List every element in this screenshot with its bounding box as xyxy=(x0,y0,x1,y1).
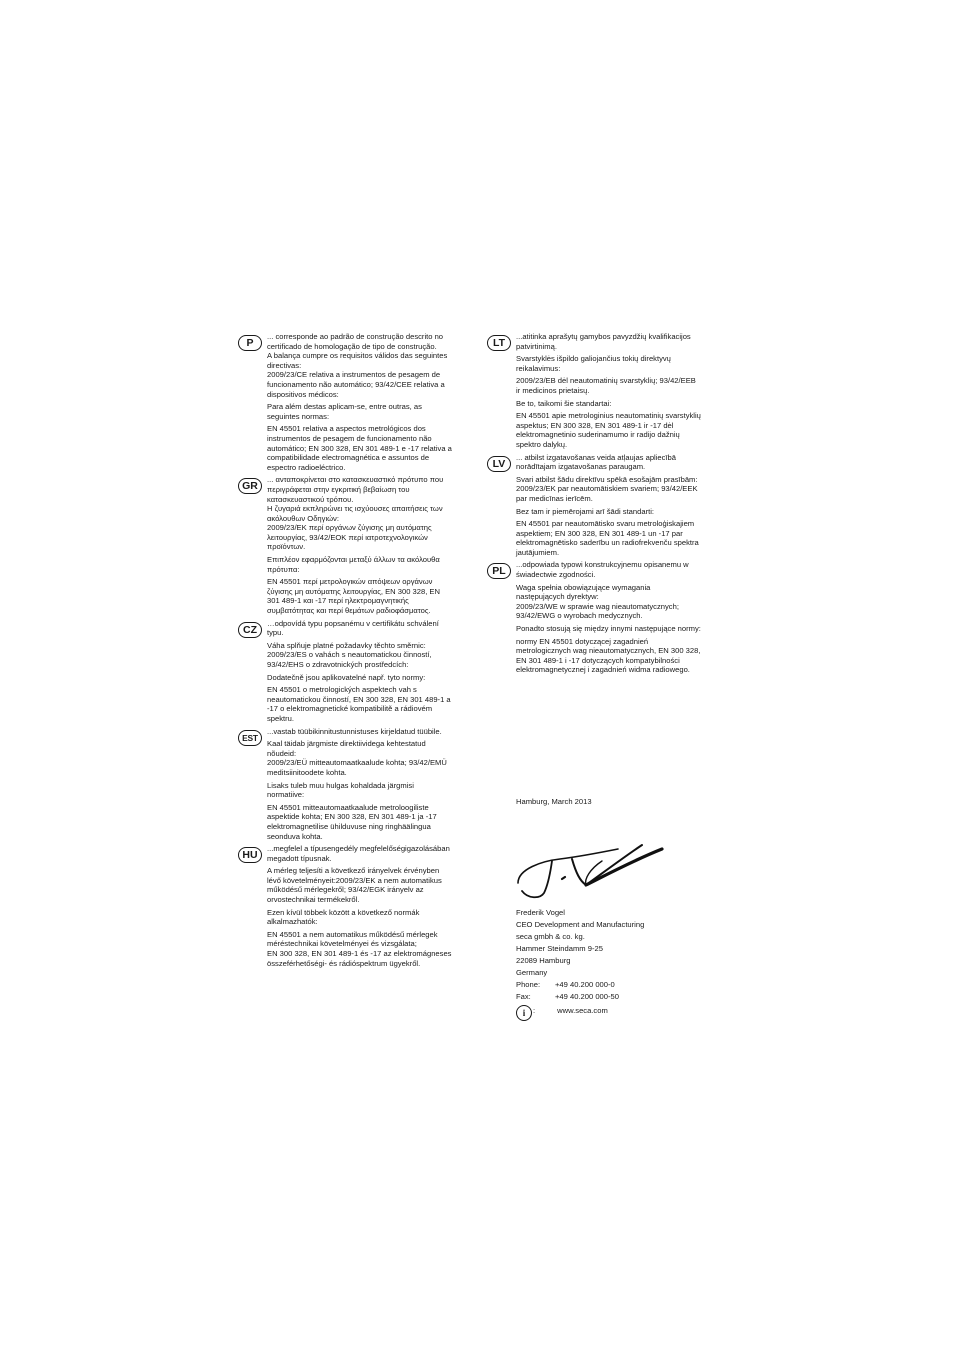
phone-number: +49 40.200 000-0 xyxy=(555,979,615,989)
section-text: 2009/23/EB dėl neautomatinių svarstyklių; 93/42/EEB ir medicinos prietaisų. xyxy=(516,376,696,395)
section-text: EN 45501 apie metrologinius neautomatinių svarstyklių aspektus; EN 300 328, EN 301 489-1 ir -17 dėl elektromagnetinio suderinamumo ir radijo dažnių spektro dalykų. xyxy=(516,411,701,449)
language-badge-pl: PL xyxy=(487,563,511,579)
language-badge-lv: LV xyxy=(487,456,511,472)
signature-block xyxy=(516,797,736,1021)
section-text: Ponadto stosują się między innymi następujące normy: xyxy=(516,624,701,634)
signatory-name: Frederik Vogel xyxy=(516,907,565,917)
website-link[interactable]: www.seca.com xyxy=(557,1005,608,1015)
fax-number: +49 40.200 000-50 xyxy=(555,991,619,1001)
section-p xyxy=(238,332,452,472)
section-text: EN 45501 a nem automatikus működésű mérlegek méréstechnikai követelményei és vizsgálata; EN 300 328, EN 301 489-1 és -17 az elektromágneses összeférhetőségi- és rádióspektrum ügyekről. xyxy=(267,929,452,968)
section-text: EN 45501 relativa a aspectos metrológicos dos instrumentos de pesagem de funcionamento não automático; EN 300 328, EN 301 489-1 e -17 relativa a compatibilidade electromagnética e assuntos de espectro radioeléctrico. xyxy=(267,424,452,472)
info-colon: : xyxy=(533,1005,536,1015)
section-text: Lisaks tuleb muu hulgas kohaldada järgmisi normatiive: xyxy=(267,780,414,800)
city: 22089 Hamburg xyxy=(516,955,571,965)
section-hu xyxy=(238,844,452,968)
section-text: Svarstyklės išpildo galiojančius tokių direktyvų reikalavimus: xyxy=(516,354,671,373)
contact-info xyxy=(516,907,736,1021)
section-text: EN 45501 o metrologických aspektech vah s neautomatickou činností, EN 300 328, EN 301 489-1 a -17 o elektromagnetické kompatibilitě a rádiovém spektru. xyxy=(267,685,451,723)
section-text: ...vastab tüübikinnitustunnistuses kirjeldatud tüübile. xyxy=(267,726,442,736)
language-badge-gr: GR xyxy=(238,478,262,494)
signatory-title: CEO Development and Manufacturing xyxy=(516,919,645,929)
section-text: normy EN 45501 dotyczącej zagadnień metrologicznych wag nieautomatycznych, EN 300 328, EN 301 489-1 i -17 dotyczących kompatybilności elektromagnetycznej i zagadnień widma radiowego. xyxy=(516,636,701,675)
left-column xyxy=(238,332,452,971)
section-text: Váha splňuje platné požadavky těchto směrnic: 2009/23/ES o vahách s neautomatickou činností, 93/42/EHS o zdravotnických prostředcích: xyxy=(267,640,432,669)
section-lv xyxy=(487,453,701,558)
section-pl xyxy=(487,560,701,675)
section-text: EN 45501 mitteautomaatkaalude metroloogiliste aspektide kohta; EN 300 328, EN 301 489-1 ja -17 elektromagnetilise ühilduvuse ning ringhäälingua seonduva kohta. xyxy=(267,802,437,841)
section-text: Be to, taikomi šie standartai: xyxy=(516,398,612,408)
section-text: ...atitinka aprašytų gamybos pavyzdžių kvalifikacijos patvirtinimą. xyxy=(516,332,691,351)
section-text: Kaal täidab järgmiste direktiividega kehtestatud nõudeid: 2009/23/EÜ mitteautomaatkaalude kohta; 93/42/EMÜ meditsiinitoodete kohta. xyxy=(267,739,447,777)
section-text: Dodatečně jsou aplikovatelné např. tyto normy: xyxy=(267,672,426,682)
section-text: …odpovídá typu popsanému v certifikátu schválení typu. xyxy=(267,618,439,638)
language-badge-hu: HU xyxy=(238,847,262,863)
right-column xyxy=(487,332,701,678)
section-text: Ezen kívül többek között a következő normák alkalmazhatók: xyxy=(267,907,420,927)
website-row xyxy=(516,1003,736,1021)
fax-label: Fax: xyxy=(516,991,531,1001)
section-text: EN 45501 περί μετρολογικών απόψεων οργάνων ζύγισης μη αυτόματης λειτουργίας, EN 300 328, EN 301 489-1 και -17 περί ηλεκτρομαγνητικής συμβατότητας και περί θεμάτων ραδιοφάσματος. xyxy=(267,577,440,616)
date-place: Hamburg, March 2013 xyxy=(516,797,592,806)
language-badge-p: P xyxy=(238,335,262,351)
section-est xyxy=(238,727,452,842)
section-text: ... atbilst izgatavošanas veida atļaujas apliecībā norādītajam izgatavošanas paraugam. xyxy=(516,452,676,472)
section-text: ...megfelel a típusengedély megfelelőségigazolásában megadott típusnak. xyxy=(267,844,450,863)
section-text: Svari atbilst šādu direktīvu spēkā esošajām prasībām: 2009/23/EK par neautomātiskiem svariem; 93/42/EEK par medicīnas ierīcēm. xyxy=(516,474,698,503)
section-text: EN 45501 par neautomātisko svaru metroloģiskajiem aspektiem; EN 300 328, EN 301 489-1 un -17 par elektromagnētisko saderību un radiofrekvenču spektra jautājumiem. xyxy=(516,519,699,557)
section-text: Para além destas aplicam-se, entre outras, as seguintes normas: xyxy=(267,402,422,421)
info-icon: i xyxy=(516,1005,532,1021)
language-badge-cz: CZ xyxy=(238,622,262,638)
section-gr xyxy=(238,475,452,615)
section-lt xyxy=(487,332,701,450)
phone-label: Phone: xyxy=(516,979,541,989)
signature-image xyxy=(514,839,674,903)
section-text: A mérleg teljesíti a következő irányelvek érvényben lévő követelményeit:2009/23/EK a nem automatikus működésű mérlegekről; 93/42/EGK irányelv az orvostechnikai termékekről. xyxy=(267,866,442,905)
section-text: ... corresponde ao padrão de construção descrito no certificado de homologação de tipo de construção. A balança cumpre os requisitos válidos das seguintes directivas: 2009/23/CE relativa a instrumentos de pesagem de funcionamento não automático; 93/42/CEE relativa a dispositivos médicos: xyxy=(267,332,448,399)
language-badge-est: EST xyxy=(238,730,262,746)
section-text: ...odpowiada typowi konstrukcyjnemu opisanemu w świadectwie zgodności. xyxy=(516,560,689,580)
company-name: seca gmbh & co. kg. xyxy=(516,931,585,941)
section-text: ... ανταποκρίνεται στο κατασκευαστικό πρότυπο που περιγράφεται στην εγκριτική βεβαίωση του κατασκευαστικού τρόπου. Η ζυγαριά εκπληρώνει τις ισχύουσες απαιτήσεις των ακόλουθων Οδηγιών: 2009/23/ΕΚ περί οργάνων ζύγισης μη αυτόματης λειτουργίας, 93/42/ΕΟΚ περί ιατροτεχνολογικών προϊόντων. xyxy=(267,475,444,552)
country: Germany xyxy=(516,967,548,977)
language-badge-lt: LT xyxy=(487,335,511,351)
section-text: Επιπλέον εφαρμόζονται μεταξύ άλλων τα ακόλουθα πρότυπα: xyxy=(267,555,440,574)
section-text: Bez tam ir piemērojami arī šādi standarti: xyxy=(516,506,655,516)
phone-row xyxy=(516,979,736,991)
section-text: Waga spełnia obowiązujące wymagania następujących dyrektyw: 2009/23/WE w sprawie wag nieautomatycznych; 93/42/EWG o wyrobach medycznych. xyxy=(516,582,679,621)
section-cz xyxy=(238,619,452,724)
fax-row xyxy=(516,991,736,1003)
street-address: Hammer Steindamm 9-25 xyxy=(516,943,603,953)
